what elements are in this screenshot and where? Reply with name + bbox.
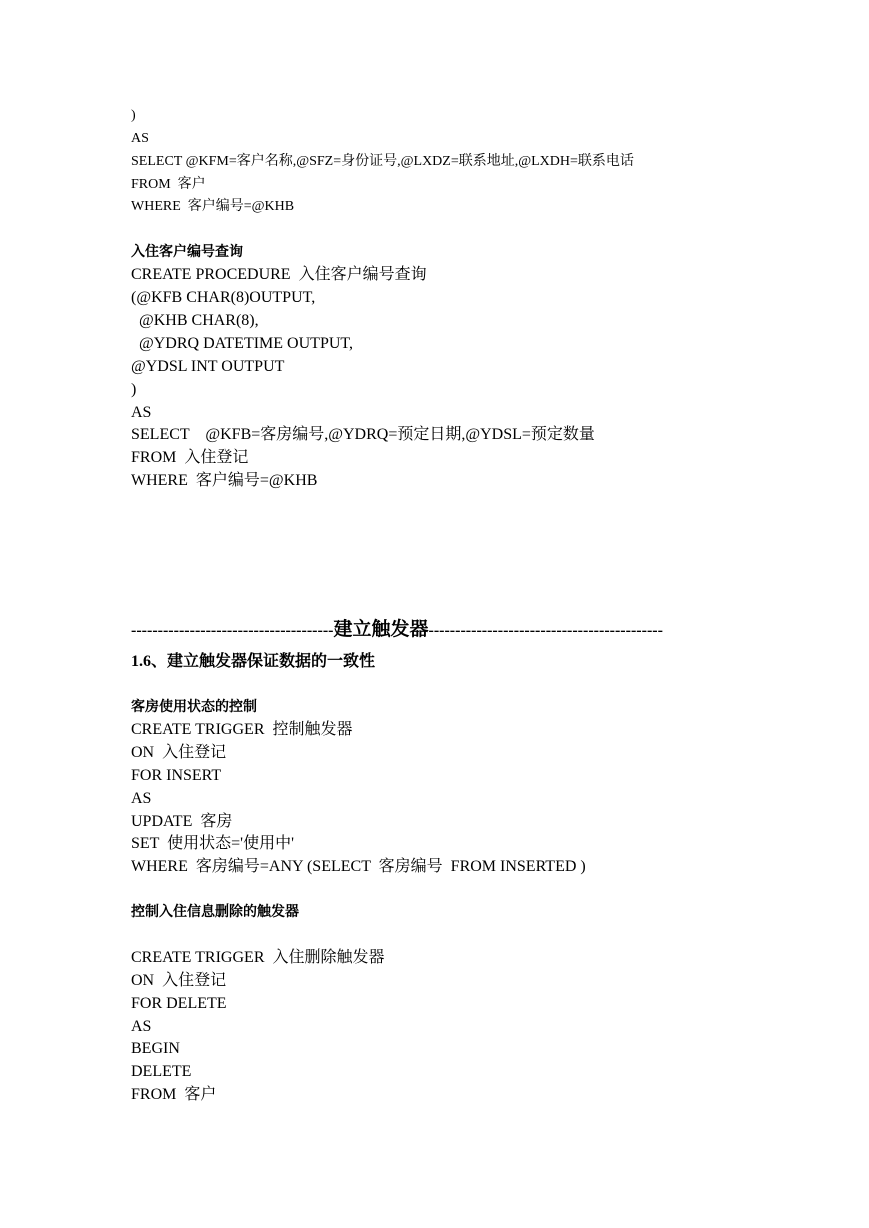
code-line: FROM 入住登记	[131, 449, 249, 466]
code-line: WHERE 客户编号=@KHB	[131, 199, 295, 214]
code-line: WHERE 客房编号=ANY (SELECT 客房编号 FROM INSERTED )	[131, 858, 586, 875]
code-line: ON 入住登记	[131, 972, 227, 989]
code-line: @YDSL INT OUTPUT	[131, 358, 285, 375]
code-line: ON 入住登记	[131, 744, 227, 761]
code-line: FROM 客户	[131, 177, 206, 192]
code-line: AS	[131, 131, 149, 146]
code-line: SET 使用状态='使用中'	[131, 835, 294, 852]
code-line: CREATE TRIGGER 控制触发器	[131, 721, 353, 738]
code-line: DELETE	[131, 1063, 192, 1080]
code-line: WHERE 客户编号=@KHB	[131, 472, 318, 489]
code-line: AS	[131, 790, 152, 807]
code-line: CREATE PROCEDURE 入住客户编号查询	[131, 266, 427, 283]
code-line: SELECT @KFM=客户名称,@SFZ=身份证号,@LXDZ=联系地址,@LXDH=联系电话	[131, 154, 634, 169]
code-line: SELECT @KFB=客房编号,@YDRQ=预定日期,@YDSL=预定数量	[131, 426, 595, 443]
code-line: CREATE TRIGGER 入住删除触发器	[131, 949, 385, 966]
code-line: FOR INSERT	[131, 767, 222, 784]
code-line: UPDATE 客房	[131, 813, 233, 830]
divider-dashes-left: --------------------------------------	[131, 622, 334, 639]
code-line: AS	[131, 404, 152, 421]
divider-title: 建立触发器	[333, 619, 429, 640]
divider	[131, 620, 663, 639]
section-title: 1.6、建立触发器保证数据的一致性	[131, 653, 376, 670]
code-line: BEGIN	[131, 1040, 180, 1057]
code-line: FOR DELETE	[131, 995, 227, 1012]
code-line: FROM 客户	[131, 1086, 217, 1103]
code-line: @KHB CHAR(8),	[131, 312, 259, 329]
code-line: (@KFB CHAR(8)OUTPUT,	[131, 289, 316, 306]
code-line: )	[131, 381, 137, 398]
divider-dashes-right: --------------------------------------------	[428, 622, 663, 639]
code-line: @YDRQ DATETIME OUTPUT,	[131, 335, 353, 352]
section-heading: 入住客户编号查询	[131, 245, 243, 260]
code-line: AS	[131, 1018, 152, 1035]
section-heading: 客房使用状态的控制	[131, 700, 257, 715]
section-heading: 控制入住信息删除的触发器	[131, 905, 299, 920]
code-line: )	[131, 108, 136, 123]
